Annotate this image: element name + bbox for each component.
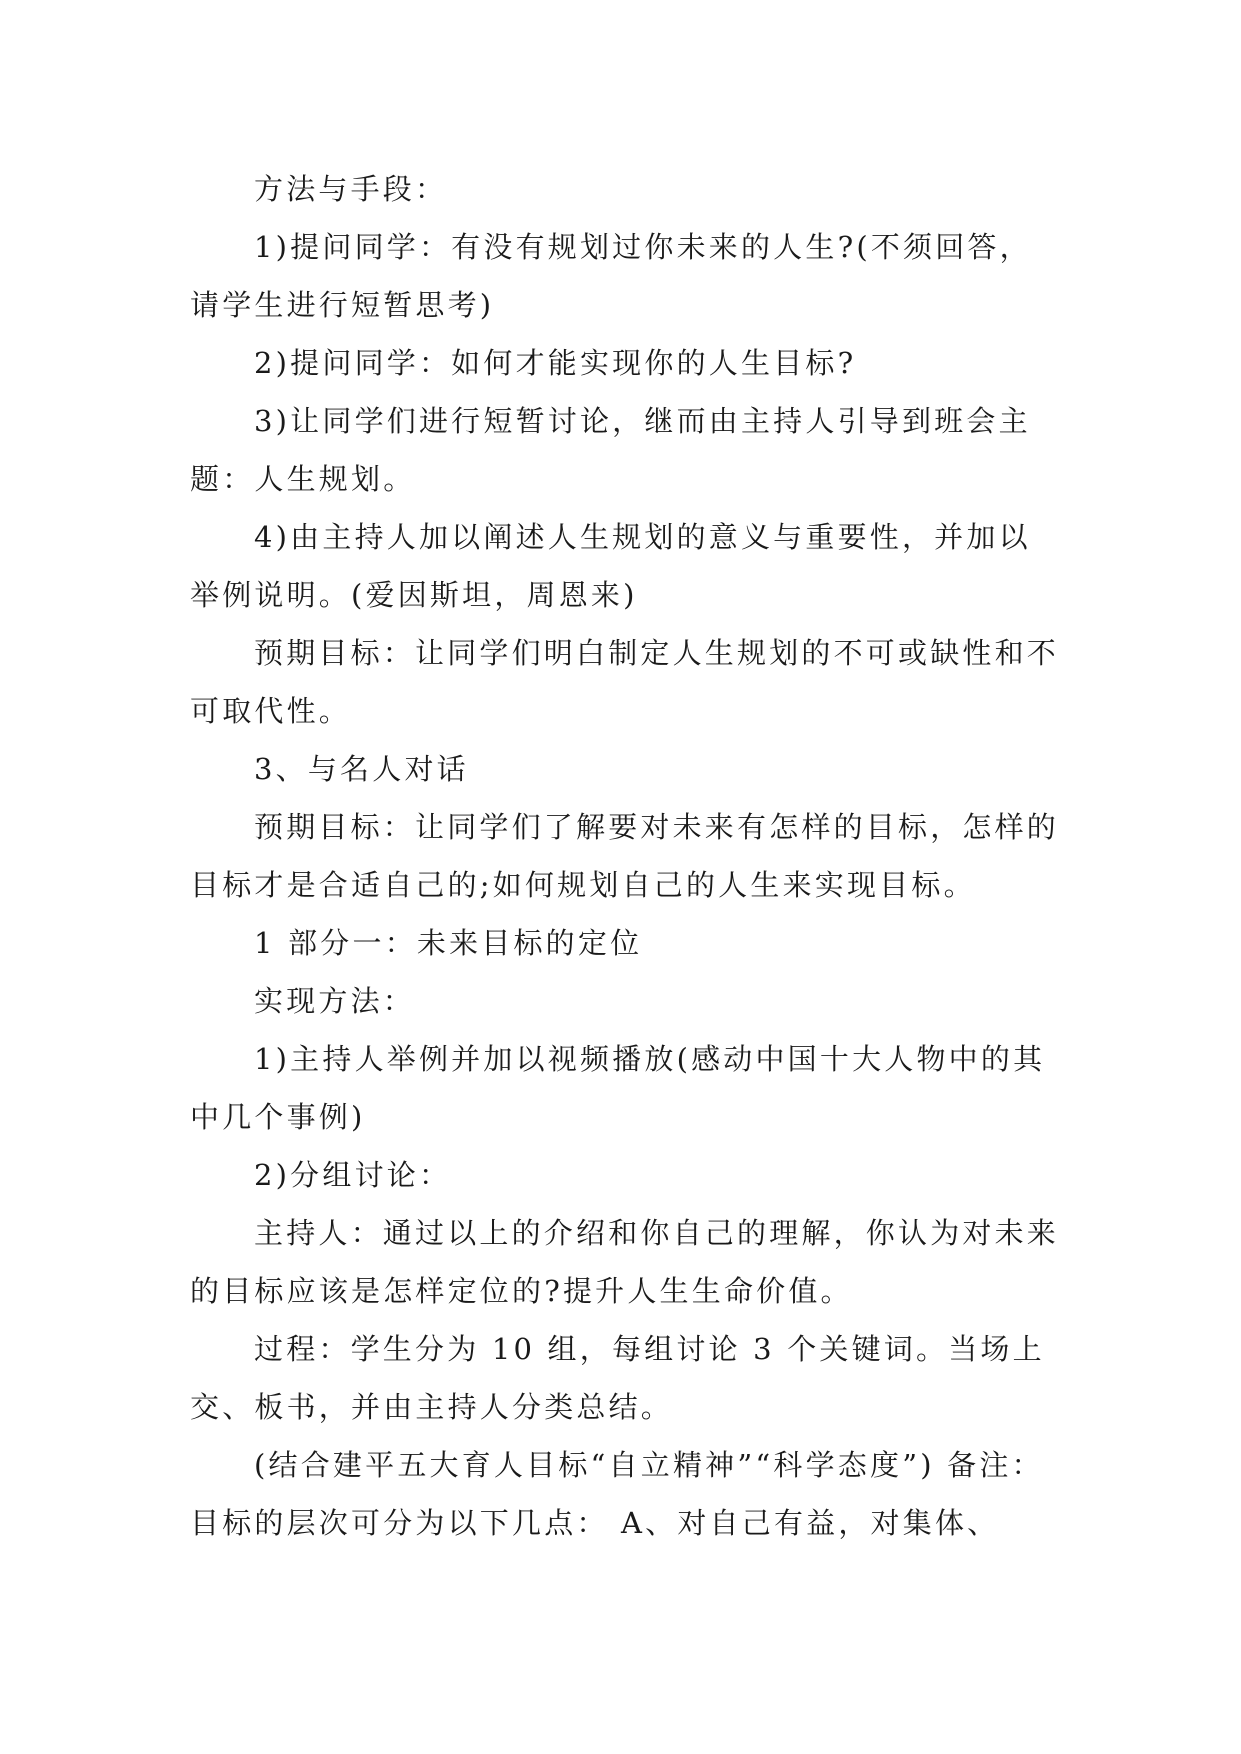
paragraph-implementation-heading: 实现方法： (254, 984, 416, 1018)
paragraph-expected-goal-1: 预期目标：让同学们明白制定人生规划的不可或缺性和不可取代性。 (190, 636, 1060, 728)
paragraph-group-discussion: 2)分组讨论： (254, 1158, 452, 1192)
paragraph-explain-4: 4)由主持人加以阐述人生规划的意义与重要性，并加以举例说明。(爱因斯坦，周恩来) (190, 520, 1031, 612)
document-body (190, 160, 1060, 1552)
paragraph-host-question: 主持人：通过以上的介绍和你自己的理解，你认为对未来的目标应该是怎样定位的?提升人生生命价值。 (190, 1216, 1060, 1308)
paragraph-expected-goal-2: 预期目标：让同学们了解要对未来有怎样的目标，怎样的目标才是合适自己的;如何规划自己的人生来实现目标。 (190, 810, 1060, 902)
paragraph-part-one-heading: 1 部分一：未来目标的定位 (254, 926, 643, 960)
paragraph-section-3-heading: 3、与名人对话 (254, 752, 469, 786)
paragraph-methods-heading: 方法与手段： (254, 172, 448, 206)
paragraph-question-1: 1)提问同学：有没有规划过你未来的人生?(不须回答，请学生进行短暂思考) (190, 230, 1032, 322)
paragraph-question-2: 2)提问同学：如何才能实现你的人生目标? (254, 346, 857, 380)
paragraph-host-video: 1)主持人举例并加以视频播放(感动中国十大人物中的其中几个事例) (190, 1042, 1046, 1134)
paragraph-notes: (结合建平五大育人目标“自立精神”“科学态度”) 备注：目标的层次可分为以下几点： A、对自己有益，对集体、 (190, 1448, 1044, 1540)
paragraph-discussion-3: 3)让同学们进行短暂讨论，继而由主持人引导到班会主题：人生规划。 (190, 404, 1031, 496)
paragraph-process: 过程：学生分为 10 组，每组讨论 3 个关键词。当场上交、板书，并由主持人分类总结。 (190, 1332, 1045, 1424)
